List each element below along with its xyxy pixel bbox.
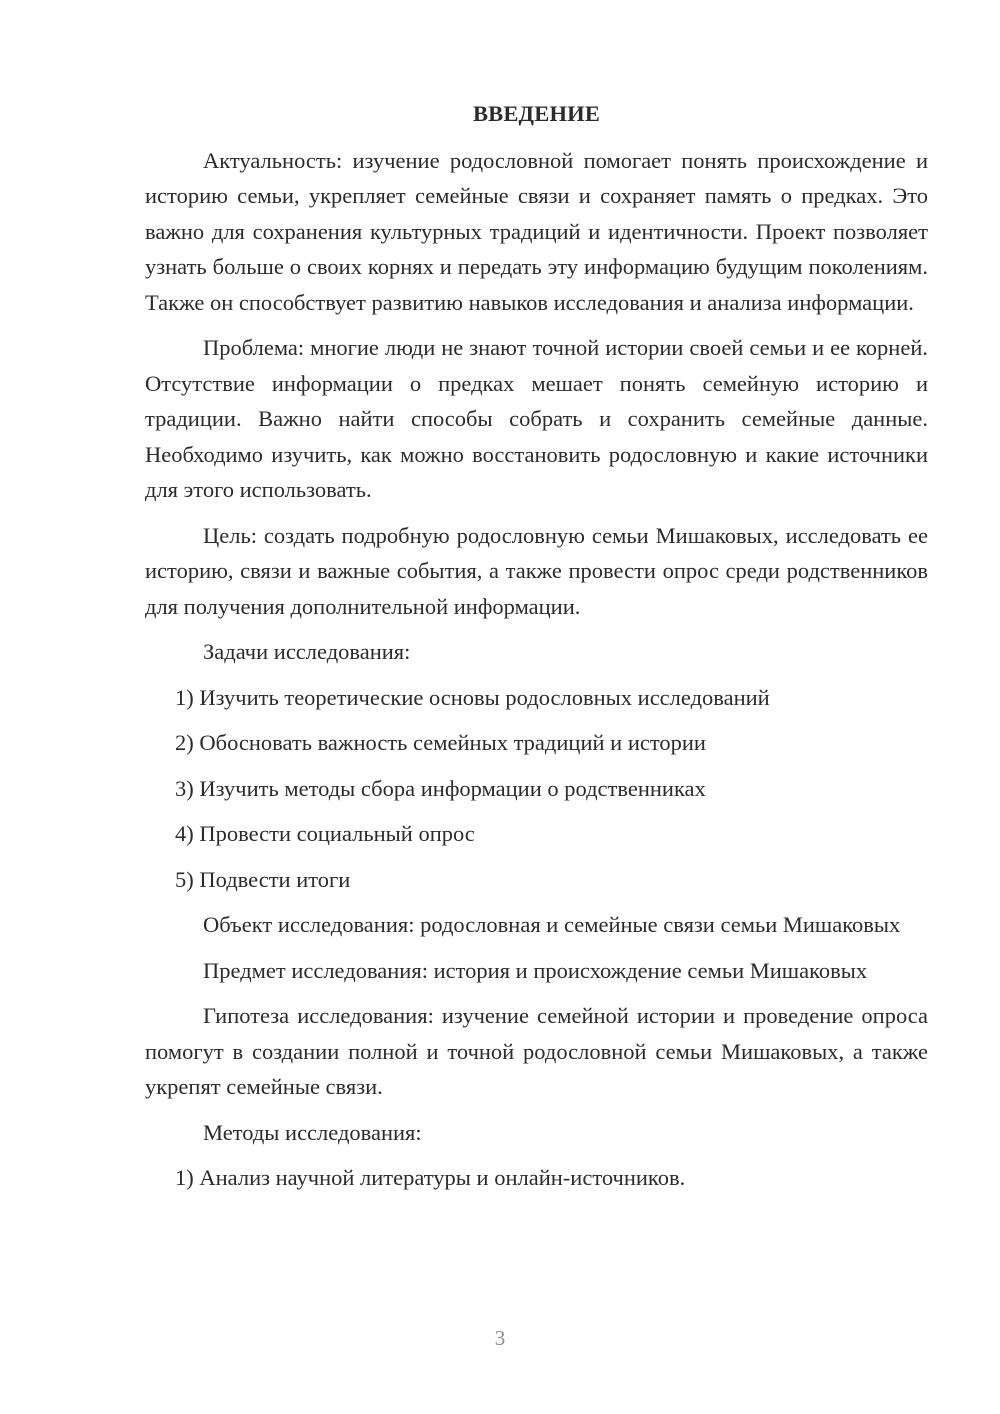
list-item: 1) Изучить теоретические основы родословных исследований xyxy=(175,684,770,710)
paragraph-hypothesis: Гипотеза исследования: изучение семейной истории и проведение опроса помогут в создании полной и точной родословной семьи Мишаковых, а также укрепят семейные связи. xyxy=(145,1003,928,1099)
paragraph-problem: Проблема: многие люди не знают точной истории своей семьи и ее корней. Отсутствие информации о предках мешает понять семейную историю и традиции. Важно найти способы собрать и сохранить семейные данные. Необходимо изучить, как можно восстановить родословную и какие источники для этого использовать. xyxy=(145,335,928,502)
page-number: 3 xyxy=(494,1326,506,1350)
methods-list xyxy=(145,1160,928,1196)
list-item: 3) Изучить методы сбора информации о родственниках xyxy=(175,775,706,801)
methods-heading: Методы исследования: xyxy=(203,1119,422,1145)
paragraph-object: Объект исследования: родословная и семейные связи семьи Мишаковых xyxy=(203,912,901,937)
list-item: 4) Провести социальный опрос xyxy=(175,821,475,846)
paragraph-goal: Цель: создать подробную родословную семьи Мишаковых, исследовать ее историю, связи и важные события, а также провести опрос среди родственников для получения дополнительной информации. xyxy=(145,522,928,619)
paragraph-subject: Предмет исследования: история и происхождение семьи Мишаковых xyxy=(203,957,868,983)
list-item: 5) Подвести итоги xyxy=(175,866,351,892)
list-item: 1) Анализ научной литературы и онлайн-источников. xyxy=(175,1165,686,1190)
document-page xyxy=(145,96,928,1206)
section-title: ВВЕДЕНИЕ xyxy=(472,101,601,126)
list-item: 2) Обосновать важность семейных традиций и истории xyxy=(175,730,706,755)
tasks-heading: Задачи исследования: xyxy=(203,639,411,664)
tasks-list xyxy=(145,680,928,898)
paragraph-relevance: Актуальность: изучение родословной помогает понять происхождение и историю семьи, укрепляет семейные связи и сохраняет память о предках. Это важно для сохранения культурных традиций и идентичности. Проект позволяет узнать больше о своих корнях и передать эту информацию будущим поколениям. Также он способствует развитию навыков исследования и анализа информации. xyxy=(145,147,928,315)
